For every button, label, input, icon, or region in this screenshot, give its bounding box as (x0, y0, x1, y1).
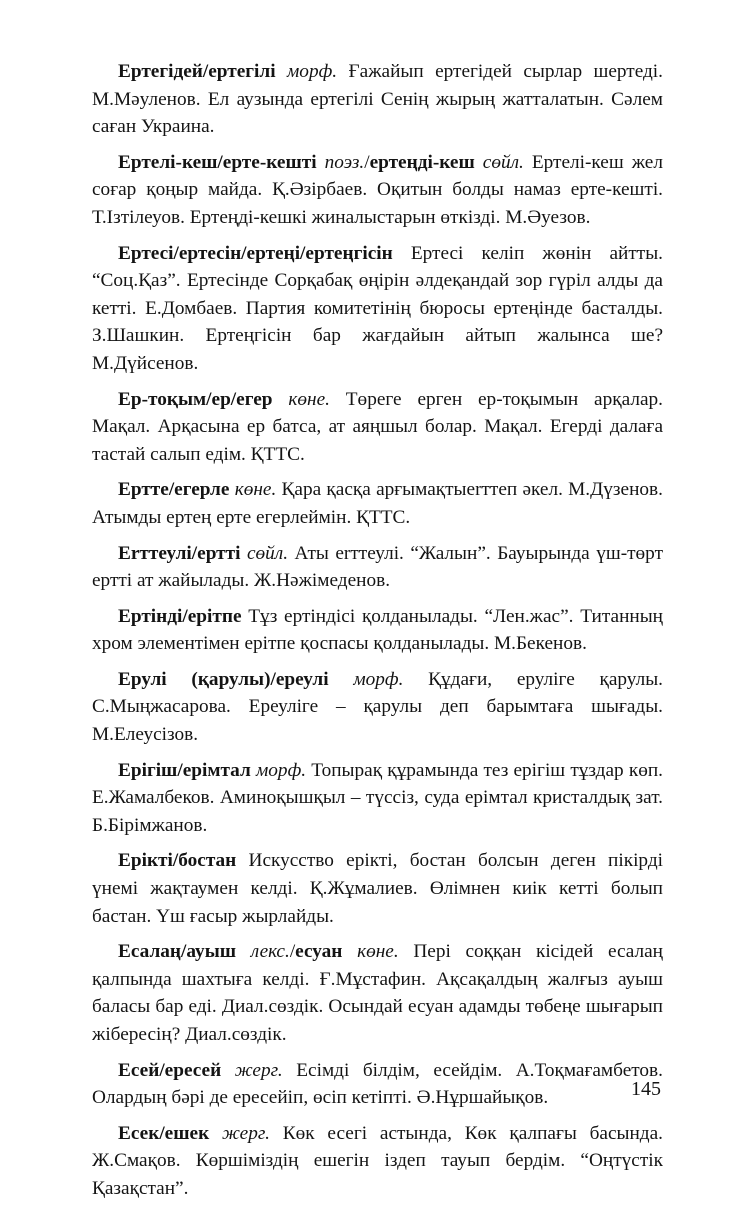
entry-usage-label: көне. (288, 388, 330, 410)
dictionary-entry (92, 603, 663, 658)
entry-usage-label: жерг. (234, 1059, 283, 1081)
entry-usage-label: поэз. (324, 151, 365, 173)
entry-text: Ғажайып ертегідей сырлар шертеді. М.Мәуленов. Ел аузында ертегілі Сенің жырың жатталатын. Сәлем саған Украина. (92, 61, 663, 138)
dictionary-entry (92, 240, 663, 378)
entry-usage-label: сөйл. (482, 151, 524, 173)
entry-text (221, 1060, 235, 1081)
entry-usage-label: көне. (357, 941, 399, 963)
entry-headword: Erттеулі/ертті (118, 542, 241, 564)
entry-text: Тұз ертіндісі қолданылады. “Лен.жас”. Титанның хром элементімен ерітпе қоспасы қолданылады. М.Бекенов. (92, 605, 663, 655)
entry-text: / (364, 151, 370, 173)
entry-text (209, 1123, 222, 1144)
entry-text (276, 61, 287, 82)
dictionary-entry (92, 1120, 663, 1203)
dictionary-entry (92, 149, 663, 232)
entry-text: Аты erттеулі. “Жалын”. Бауырында үш-төрт ертті ат жайылады. Ж.Нәжімеденов. (92, 542, 663, 592)
entry-text: Есімді білдім, есейдім. А.Тоқмағамбетов. Олардың бәрі де ересейіп, өсіп кетіпті. Ә.Нұршайықов. (92, 1059, 663, 1109)
entry-usage-label: жерг. (222, 1122, 270, 1144)
entry-headword: Ерігіш/ерімтал (118, 759, 251, 781)
entry-headword: есуан (295, 941, 343, 963)
entry-headword: Ертте/егерле (118, 479, 230, 501)
entry-usage-label: морф. (287, 61, 338, 82)
entry-headword: Ертегідей/ертегілі (118, 61, 276, 82)
entry-headword: Есек/ешек (118, 1122, 210, 1144)
entry-text: Қара қасқа арғымақтыerттеп әкел. М.Дүзенов. Атымды ертең ерте егерлеймін. ҚТТС. (92, 479, 663, 528)
dictionary-entry (92, 540, 663, 595)
entry-usage-label: морф. (255, 759, 307, 781)
entry-headword: Ерулі (қарулы)/ереулі (118, 668, 329, 690)
entry-text: Көк есегі астында, Көк қалпағы басында. Ж.Смақов. Көршіміздің ешегін іздеп тауып бердім. “Оңтүстік Қазақстан”. (92, 1122, 663, 1199)
entry-text (475, 152, 483, 173)
entry-text: Ертелі-кеш жел соғар қоңыр майда. Қ.Әзірбаев. Оқитын болды намаз ерте-кешті. Т.Ізтілеуов. Ертеңді-кешкі жиналыстарын өткізді. М.Әуезов. (92, 151, 663, 228)
entry-text: Пері соққан кісідей есалаң қалпында шахтыға келді. Ғ.Мұстафин. Ақсақалдың жалғыз ауыш баласы бар еді. Диал.сөздік. Осындай есуан адамды төбеңе шығарып жібересің? Диал.сөздік. (92, 941, 663, 1045)
entry-headword: Есей/ересей (118, 1059, 222, 1081)
entry-headword: Ертінді/ерітпе (118, 605, 242, 627)
entry-usage-label: морф. (353, 668, 404, 690)
entry-text (329, 669, 354, 690)
entry-text: / (289, 941, 296, 963)
entry-text: Топырақ құрамында тез ерігіш тұздар көп. Е.Жамалбеков. Аминоқышқыл – түссіз, суда ерімтал кристалдық зат. Б.Бірімжанов. (92, 759, 663, 836)
entry-text (236, 941, 251, 962)
entry-headword: Есалаң/ауыш (118, 941, 237, 963)
dictionary-entries (92, 58, 663, 1211)
dictionary-entry (92, 386, 663, 469)
entry-usage-label: лекс. (250, 941, 290, 963)
entry-headword: Ерікті/бостан (118, 850, 237, 872)
dictionary-entry (92, 847, 663, 930)
entry-headword: Ертелі-кеш/ерте-кешті (118, 151, 317, 173)
dictionary-entry (92, 938, 663, 1048)
page-number: 145 (631, 1078, 661, 1100)
dictionary-entry (92, 1057, 663, 1112)
entry-text: Құдағи, еруліге қарулы. С.Мыңжасарова. Ереуліге – қарулы деп барымтаға шығады. М.Елеусізов. (92, 668, 663, 746)
dictionary-entry (92, 476, 663, 531)
entry-text: Ертесі келіп жөнін айтты. “Соц.Қаз”. Ертесінде Сорқабақ өңірін әлдеқандай зор гүріл алды да кетті. Е.Домбаев. Партия комитетінің бюросы ертеңінде басталды. З.Шашкин. Ертеңгісін бар жағдайын айтып жалынса ше? М.Дүйсенов. (92, 242, 663, 374)
entry-headword: Ер-тоқым/ер/егер (118, 388, 273, 410)
dictionary-entry (92, 666, 663, 749)
entry-text (342, 941, 357, 962)
entry-headword: Ертесі/ертесін/ертеңі/ертеңгісін (118, 242, 393, 264)
entry-text (273, 389, 289, 410)
entry-usage-label: көне. (234, 479, 277, 501)
entry-headword: ертеңді-кеш (369, 151, 475, 173)
dictionary-entry (92, 58, 663, 141)
dictionary-entry (92, 757, 663, 840)
entry-text (317, 152, 325, 173)
entry-text: Искусство ерікті, бостан болсын деген пікірді үнемі жақтаумен келді. Қ.Жұмалиев. Өлімнен киік кетті болып бастан. Үш ғасыр жырлайды. (92, 850, 663, 927)
entry-text: Төреге ерген ер-тоқымын арқалар. Мақал. Арқасына ер батса, ат аяңшыл болар. Мақал. Егерді далаға тастай салып едім. ҚТТС. (92, 388, 663, 465)
entry-usage-label: сөйл. (246, 542, 289, 564)
